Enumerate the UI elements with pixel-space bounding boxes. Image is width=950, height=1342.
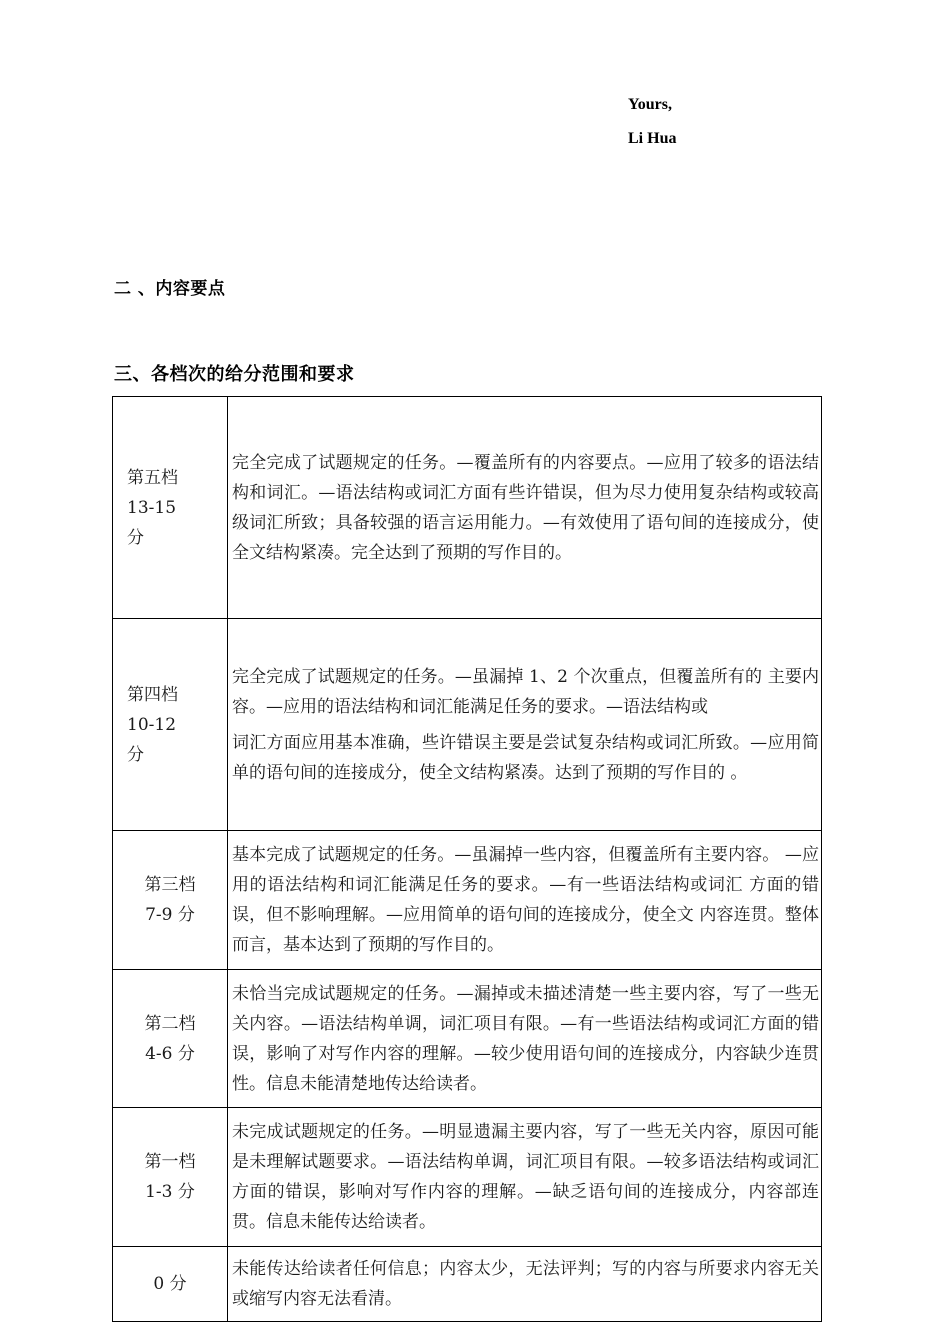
level-cell [113, 397, 228, 619]
level-description: 完全完成了试题规定的任务。—虽漏掉 1、2 个次重点，但覆盖所有的 主要内容。—应用的语法结构和词汇能满足任务的要求。—语法结构或 [232, 666, 819, 717]
section-heading-content-points: 二 、内容要点 [114, 279, 226, 299]
closing-yours: Yours, [628, 96, 673, 113]
level-cell [113, 619, 228, 831]
level-range: 4-6 分 [145, 1043, 195, 1064]
table-row [113, 831, 822, 970]
table-row [113, 1108, 822, 1247]
level-range: 13-15 [127, 497, 177, 518]
table-row [113, 1247, 822, 1322]
level-description-cell [228, 1247, 822, 1322]
level-cell [113, 1247, 228, 1322]
level-description-cell [228, 1108, 822, 1247]
level-description: 完全完成了试题规定的任务。—覆盖所有的内容要点。—应用了较多的语法结构和词汇。—语法结构或词汇方面有些许错误，但为尽力使用复杂结构或较高级词汇所致；具备较强的语言运用能力。—有效使用了语句间的连接成分，使全文结构紧凑。完全达到了预期的写作目的。 [232, 452, 819, 563]
level-description-cell [228, 970, 822, 1108]
level-range: 10-12 [127, 714, 177, 735]
level-name: 第五档 [127, 467, 178, 488]
level-description: 未能传达给读者任何信息；内容太少，无法评判；写的内容与所要求内容无关或缩写内容无法看清。 [232, 1259, 819, 1309]
level-description: 未完成试题规定的任务。—明显遗漏主要内容，写了一些无关内容，原因可能是未理解试题要求。—语法结构单调，词汇项目有限。—较多语法结构或词汇方面的错误，影响对写作内容的理解。—缺乏语句间的连接成分，内容部连贯。信息未能传达给读者。 [232, 1122, 819, 1232]
level-name: 第一档 [144, 1152, 196, 1172]
level-unit: 分 [127, 527, 144, 548]
level-description: 未恰当完成试题规定的任务。—漏掉或未描述清楚一些主要内容，写了一些无关内容。—语法结构单调，词汇项目有限。—有一些语法结构或词汇方面的错误，影响了对写作内容的理解。—较少使用语句间的连接成分，内容缺少连贯性。信息未能清楚地传达给读者。 [232, 983, 819, 1094]
level-cell [113, 831, 228, 970]
level-description: 基本完成了试题规定的任务。—虽漏掉一些内容，但覆盖所有主要内容。 —应用的语法结构和词汇能满足任务的要求。—有一些语法结构或词汇 方面的错误，但不影响理解。—应用简单的语句间的连接成分，使全文 内容连贯。整体而言，基本达到了预期的写作目的。 [232, 845, 819, 955]
level-name: 第三档 [144, 875, 196, 895]
grading-table [112, 396, 822, 1322]
level-description: 词汇方面应用基本准确，些许错误主要是尝试复杂结构或词汇所致。—应用简单的语句间的连接成分，使全文结构紧凑。达到了预期的写作目的 。 [232, 732, 819, 783]
section-heading-grading-levels: 三、各档次的给分范围和要求 [114, 364, 355, 385]
level-cell [113, 970, 228, 1108]
level-unit: 分 [127, 744, 144, 765]
level-description-cell [228, 397, 822, 619]
closing-signature: Li Hua [628, 130, 677, 147]
table-row [113, 970, 822, 1108]
level-cell [113, 1108, 228, 1247]
level-name: 0 分 [153, 1274, 187, 1294]
level-description-cell [228, 619, 822, 831]
level-name: 第四档 [127, 684, 178, 705]
level-range: 7-9 分 [145, 905, 195, 925]
table-row [113, 397, 822, 619]
level-description-cell [228, 831, 822, 970]
level-range: 1-3 分 [145, 1182, 195, 1202]
table-row [113, 619, 822, 831]
level-name: 第二档 [144, 1013, 196, 1034]
